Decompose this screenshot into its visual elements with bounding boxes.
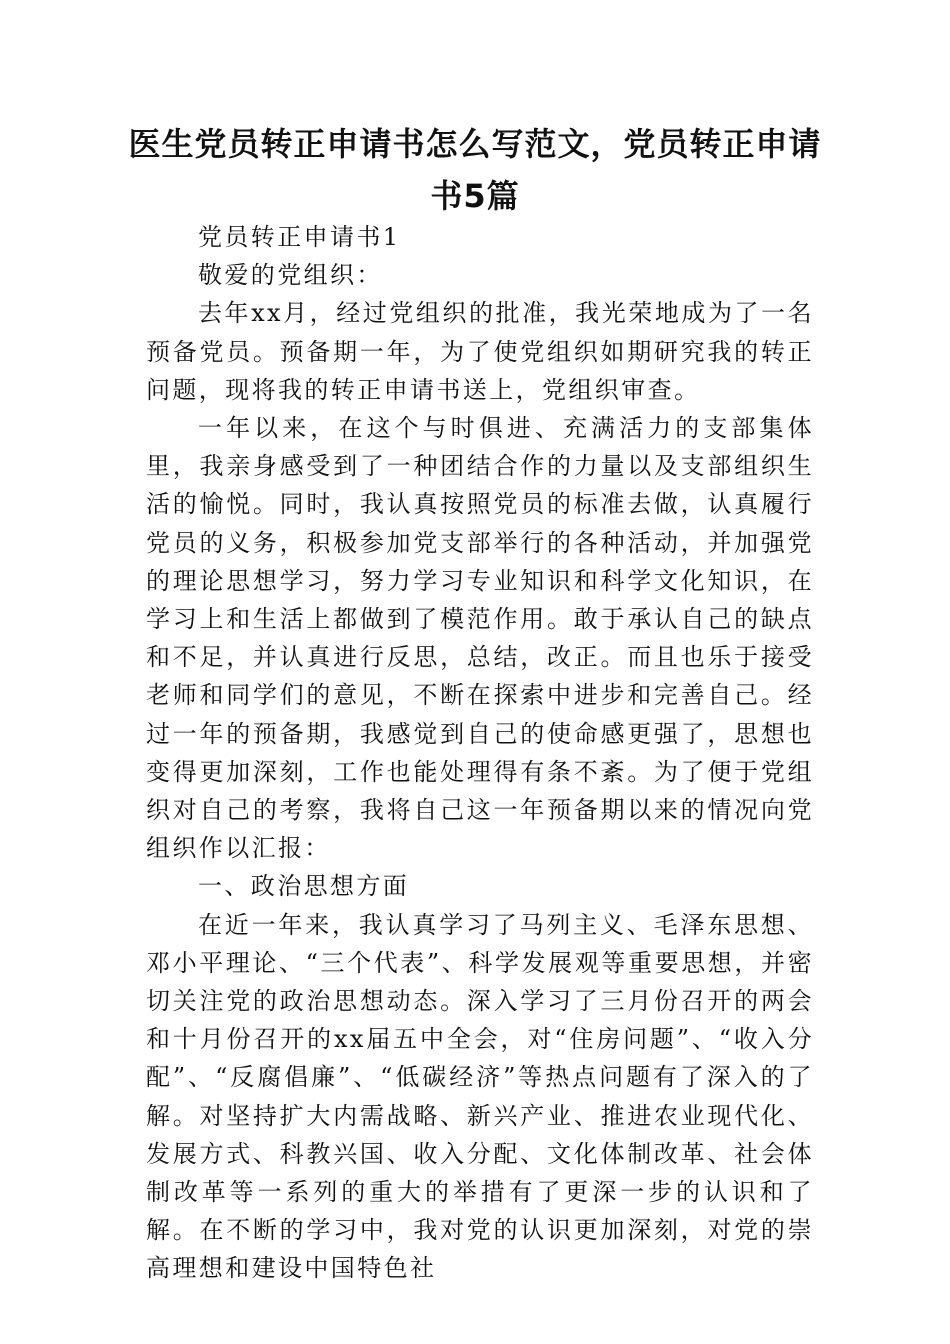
paragraph-intro: 去年xx月，经过党组织的批准，我光荣地成为了一名预备党员。预备期一年，为了使党组织如期研究我的转正问题，现将我的转正申请书送上，党组织审查。 — [146, 299, 814, 404]
paragraph-summary: 一年以来，在这个与时俱进、充满活力的支部集体里，我亲身感受到了一种团结合作的力量以及支部组织生活的愉悦。同时，我认真按照党员的标准去做，认真履行党员的义务，积极参加党支部举行的各种活动，并加强党的理论思想学习，努力学习专业知识和科学文化知识，在学习上和生活上都做到了模范作用。敢于承认自己的缺点和不足，并认真进行反思，总结，改正。而且也乐于接受老师和同学们的意见，不断在探索中进步和完善自己。经过一年的预备期，我感觉到自己的使命感更强了，思想也变得更加深刻，工作也能处理得有条不紊。为了便于党组织对自己的考察，我将自己这一年预备期以来的情况向党组织作以汇报： — [146, 414, 814, 863]
paragraph-salutation: 敬爱的党组织： — [198, 261, 383, 290]
paragraph-heading: 党员转正申请书1 — [198, 223, 401, 251]
paragraph-political-thought: 在近一年来，我认真学习了马列主义、毛泽东思想、邓小平理论、“三个代表”、科学发展观等重要思想，并密切关注党的政治思想动态。深入学习了三月份召开的两会和十月份召开的xx届五中全会，对“住房问题”、“收入分配”、“反腐倡廉”、“低碳经济”等热点问题有了深入的了解。对坚持扩大内需战略、新兴产业、推进农业现代化、发展方式、科教兴国、收入分配、文化体制改革、社会体制改革等一系列的重大的举措有了更深一步的认识和了解。在不断的学习中，我对党的认识更加深刻，对党的崇高理想和建设中国特色社 — [146, 910, 814, 1283]
paragraph-section-heading: 一、政治思想方面 — [198, 872, 410, 901]
document-title: 医生党员转正申请书怎么写范文，党员转正申请书5篇 — [128, 125, 822, 215]
document-body — [146, 218, 814, 1288]
